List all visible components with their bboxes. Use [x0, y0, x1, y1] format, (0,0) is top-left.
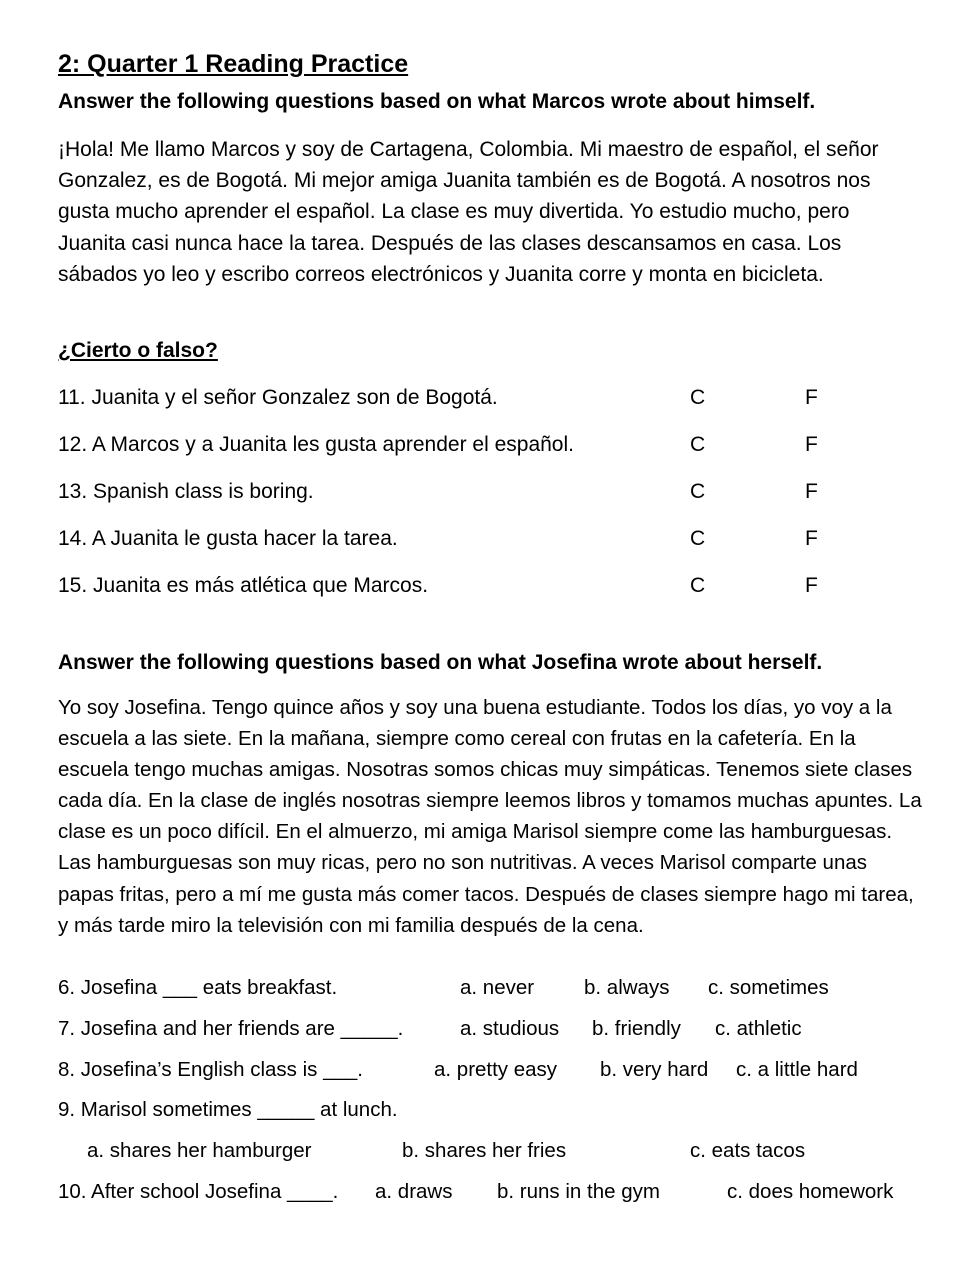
- mc-option-b[interactable]: b. friendly: [592, 1017, 681, 1040]
- mc-option-b[interactable]: b. very hard: [600, 1058, 709, 1081]
- section2-instruction: Answer the following questions based on what Josefina wrote about herself.: [58, 651, 823, 674]
- mc-option-b[interactable]: b. runs in the gym: [497, 1180, 660, 1203]
- tf-option-cierto[interactable]: C: [690, 433, 706, 456]
- mc-option-c[interactable]: c. athletic: [715, 1017, 802, 1040]
- mc-stem: 7. Josefina and her friends are _____.: [58, 1017, 404, 1040]
- tf-option-falso[interactable]: F: [805, 574, 818, 597]
- tf-option-falso[interactable]: F: [805, 480, 818, 503]
- mc-option-a[interactable]: a. draws: [375, 1180, 453, 1203]
- tf-question: 12. A Marcos y a Juanita les gusta aprender el español.: [58, 433, 574, 456]
- tf-option-falso[interactable]: F: [805, 527, 818, 550]
- mc-option-a[interactable]: a. shares her hamburger: [87, 1139, 312, 1162]
- tf-question: 14. A Juanita le gusta hacer la tarea.: [58, 527, 398, 550]
- marcos-paragraph: ¡Hola! Me llamo Marcos y soy de Cartagena, Colombia. Mi maestro de español, el señor Gonzalez, es de Bogotá. Mi mejor amiga Juanita también es de Bogotá. A nosotros nos gusta mucho aprender el español. La clase es muy divertida. Yo estudio mucho, pero Juanita casi nunca hace la tarea. Después de las clases descansamos en casa. Los sábados yo leo y escribo correos electrónicos y Juanita corre y monta en bicicleta.: [58, 138, 879, 286]
- tf-option-cierto[interactable]: C: [690, 527, 706, 550]
- mc-option-c[interactable]: c. a little hard: [736, 1058, 858, 1081]
- mc-option-c[interactable]: c. eats tacos: [690, 1139, 806, 1162]
- mc-option-a[interactable]: a. studious: [460, 1017, 560, 1040]
- josefina-paragraph: Yo soy Josefina. Tengo quince años y soy una buena estudiante. Todos los días, yo voy a la escuela a las siete. En la mañana, siempre como cereal con frutas en la cafetería. En la escuela tengo muchas amigas. Nosotras somos chicas muy simpáticas. Tenemos siete clases cada día. En la clase de inglés nosotras siempre leemos libros y tomamos muchas apuntes. La clase es un poco difícil. En el almuerzo, mi amiga Marisol siempre come las hamburguesas. Las hamburguesas son muy ricas, pero no son nutritivas. A veces Marisol comparte unas papas fritas, pero a mí me gusta más comer tacos. Después de clases siempre hago mi tarea, y más tarde miro la televisión con mi familia después de la cena.: [58, 696, 922, 937]
- tf-option-cierto[interactable]: C: [690, 574, 706, 597]
- mc-stem: 10. After school Josefina ____.: [58, 1180, 339, 1203]
- mc-stem: 6. Josefina ___ eats breakfast.: [58, 976, 338, 999]
- mc-option-b[interactable]: b. always: [584, 976, 670, 999]
- tf-question: 15. Juanita es más atlética que Marcos.: [58, 574, 429, 597]
- tf-option-falso[interactable]: F: [805, 433, 818, 456]
- mc-option-a[interactable]: a. pretty easy: [434, 1058, 558, 1081]
- mc-option-a[interactable]: a. never: [460, 976, 535, 999]
- tf-option-cierto[interactable]: C: [690, 386, 706, 409]
- section1-instruction: Answer the following questions based on what Marcos wrote about himself.: [58, 90, 816, 113]
- tf-option-cierto[interactable]: C: [690, 480, 706, 503]
- mc-option-c[interactable]: c. does homework: [727, 1180, 894, 1203]
- tf-option-falso[interactable]: F: [805, 386, 818, 409]
- mc-option-b[interactable]: b. shares her fries: [402, 1139, 567, 1162]
- mc-option-c[interactable]: c. sometimes: [708, 976, 829, 999]
- mc-stem: 8. Josefina’s English class is ___.: [58, 1058, 364, 1081]
- tf-question: 11. Juanita y el señor Gonzalez son de Bogotá.: [58, 386, 498, 409]
- page-title: 2: Quarter 1 Reading Practice: [58, 50, 409, 78]
- mc-stem: 9. Marisol sometimes _____ at lunch.: [58, 1098, 398, 1121]
- tf-question: 13. Spanish class is boring.: [58, 480, 314, 503]
- true-false-heading: ¿Cierto o falso?: [58, 339, 218, 362]
